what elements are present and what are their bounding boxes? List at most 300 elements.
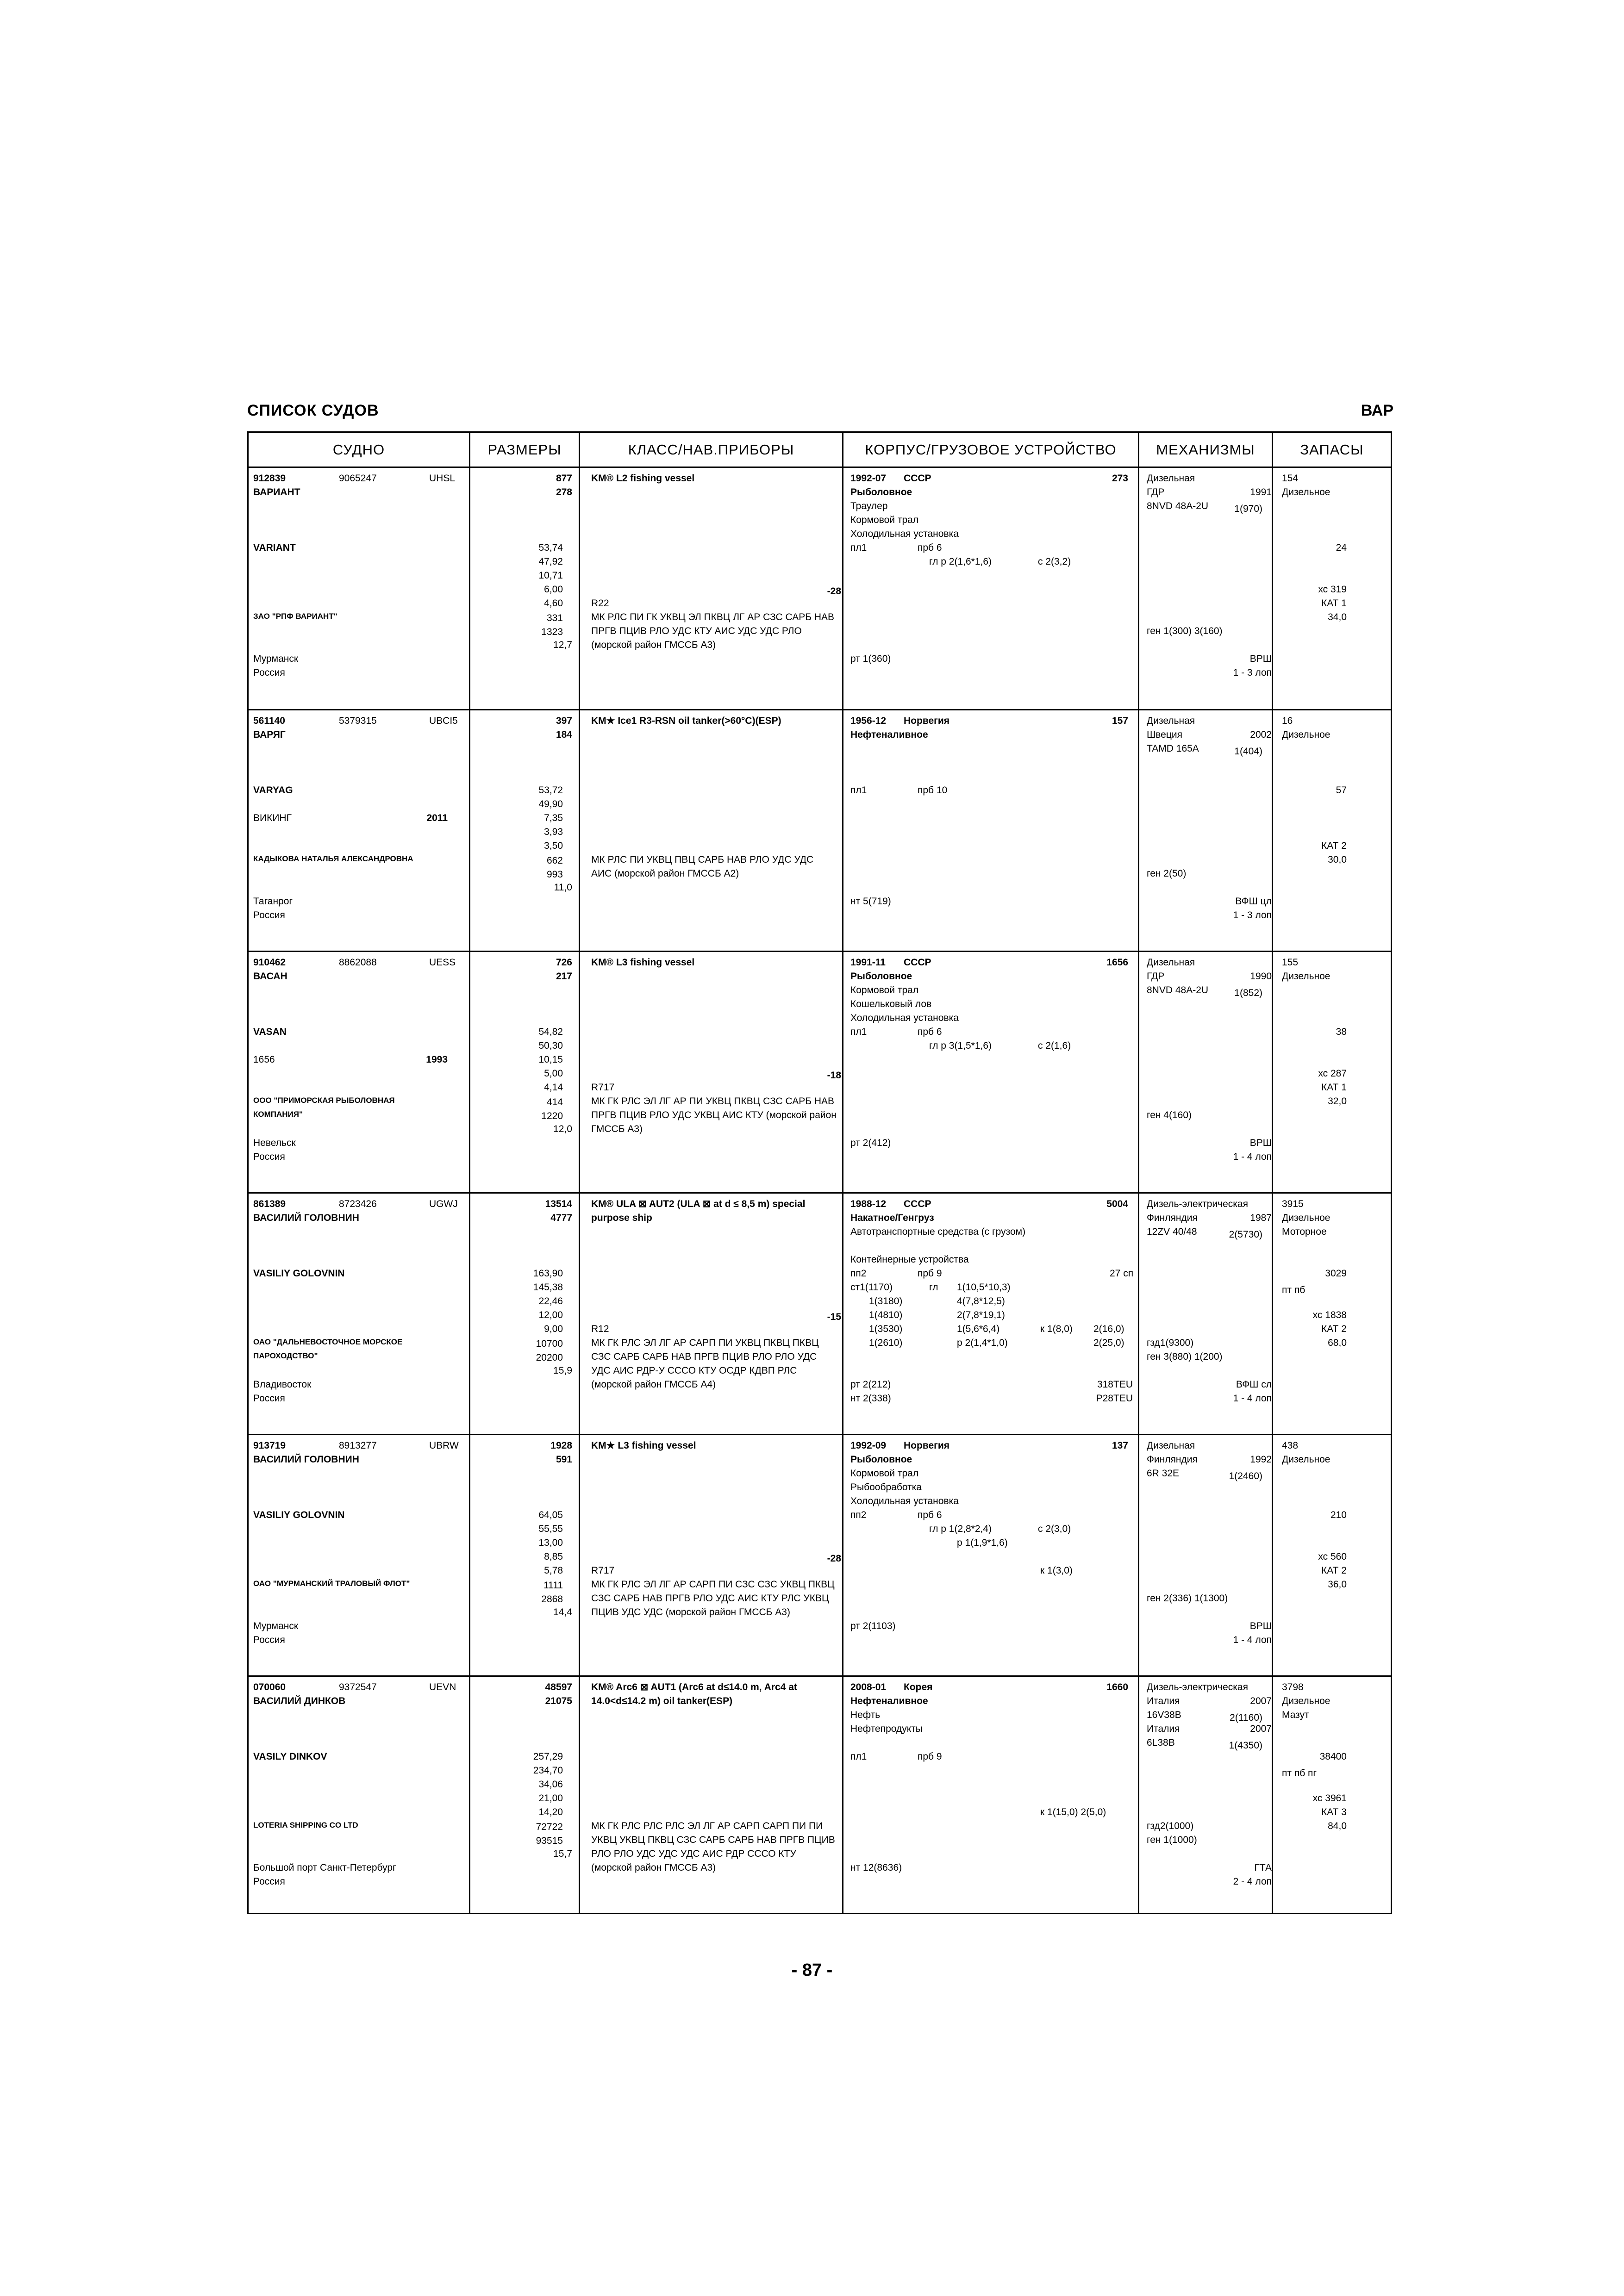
fuel-supply: 154 — [1282, 473, 1299, 484]
propeller: ВРШ — [1249, 653, 1272, 664]
cargo-gear: 1(4810) — [869, 1310, 903, 1320]
deadweight: 72722 — [536, 1822, 563, 1832]
hull-type: Нефтеналивное — [850, 729, 928, 740]
ship-name-en: VASILIY GOLOVNIN — [253, 1510, 345, 1520]
dimension-value: 234,70 — [533, 1765, 563, 1776]
hull-number: 137 — [1112, 1440, 1128, 1451]
category-value: 30,0 — [1328, 854, 1347, 865]
engine-type: Дизельная — [1147, 473, 1195, 484]
reserve-value: хс 3961 — [1312, 1793, 1347, 1804]
engine-model: 8NVD 48A-2U — [1147, 501, 1209, 511]
engine-country: Финляндия — [1147, 1454, 1198, 1465]
category: КАТ 1 — [1321, 598, 1347, 609]
engine-model: 16V38B — [1147, 1710, 1181, 1720]
build-date: 1992-07 — [850, 473, 887, 484]
build-country: Норвегия — [904, 716, 950, 726]
tank-capacity: нт 2(338) — [850, 1393, 891, 1404]
cargo-gear: гл — [929, 1282, 938, 1293]
tank-capacity: рт 2(212) — [850, 1379, 891, 1390]
flag-country: Россия — [253, 1393, 285, 1404]
dimension-value: 34,06 — [538, 1779, 563, 1790]
fuel-type: Дизельное — [1282, 971, 1330, 982]
register-code: R22 — [591, 598, 609, 609]
ship-list-table — [247, 431, 1392, 1914]
category-value: 84,0 — [1328, 1821, 1347, 1831]
generators: гзд2(1000) — [1147, 1821, 1194, 1831]
hull-type: Нефтепродукты — [850, 1724, 923, 1734]
cargo-gear: гл р 1(2,8*2,4) — [929, 1524, 992, 1534]
navigation-equipment: МК ГК РЛС ЭЛ ЛГ АР ПИ УКВЦ ПКВЦ СЗС САРБ НАВ ПРГВ ПЦИВ РЛО УДС УКВЦ АИС КТУ (морской район ГМССБ А3) — [591, 1096, 837, 1134]
column-header-class: КЛАСС/НАВ.ПРИБОРЫ — [628, 442, 794, 458]
column-divider — [1138, 468, 1139, 709]
displacement: 2868 — [541, 1594, 563, 1605]
column-divider — [842, 1435, 843, 1675]
category: КАТ 3 — [1321, 1807, 1347, 1817]
hull-type: Рыболовное — [850, 1454, 912, 1465]
former-name-year: 2011 — [426, 813, 448, 823]
imo-number: 5379315 — [339, 716, 377, 726]
call-sign: UHSL — [429, 473, 456, 484]
fuel-supply: 3798 — [1282, 1682, 1304, 1692]
holds: пл1 — [850, 1027, 867, 1037]
engine-country: Швеция — [1147, 729, 1182, 740]
reserve-value: хс 319 — [1318, 584, 1347, 595]
registry-number: 070060 — [253, 1682, 286, 1692]
column-header-machinery: МЕХАНИЗМЫ — [1156, 442, 1255, 458]
ship-name-en: VASAN — [253, 1027, 287, 1037]
hull-type: Кормовой трал — [850, 1468, 919, 1479]
hull-number: 157 — [1112, 716, 1128, 726]
cargo-gear: прб 9 — [918, 1751, 942, 1762]
tank-capacity: нт 12(8636) — [850, 1862, 902, 1873]
class-notation: KM® L3 fishing vessel — [591, 957, 695, 968]
column-divider — [1272, 710, 1273, 951]
speed: 12,0 — [553, 1124, 572, 1134]
propeller: ВРШ — [1249, 1621, 1272, 1631]
fuel-supply: 155 — [1282, 957, 1299, 968]
hull-number: 1660 — [1106, 1682, 1128, 1692]
column-divider — [579, 468, 580, 709]
fuel-supply: 16 — [1282, 716, 1293, 726]
table-header — [249, 433, 1391, 468]
cargo-gear: с 2(3,0) — [1038, 1524, 1071, 1534]
container-capacity: P28TEU — [1096, 1393, 1133, 1404]
engine-year: 1991 — [1250, 487, 1272, 498]
owner-name: КАДЫКОВА НАТАЛЬЯ АЛЕКСАНДРОВНА — [253, 854, 413, 863]
hull-type: Автотранспортные средства (с грузом) — [850, 1226, 1026, 1237]
generators: гзд1(9300) — [1147, 1338, 1194, 1348]
displacement: 93515 — [536, 1836, 563, 1846]
dimension-value: 9,00 — [544, 1324, 563, 1334]
ship-name-en: VASILIY GOLOVNIN — [253, 1268, 345, 1279]
engine-type: Дизельная — [1147, 1440, 1195, 1451]
engine-model: 8NVD 48A-2U — [1147, 985, 1209, 996]
water-supply: 57 — [1336, 785, 1347, 796]
water-supply: 24 — [1336, 542, 1347, 553]
holds: пл1 — [850, 785, 867, 796]
fuel-type: Дизельное — [1282, 729, 1330, 740]
category: КАТ 2 — [1321, 1324, 1347, 1334]
hull-type: Холодильная установка — [850, 1496, 959, 1506]
dimension-value: 4,60 — [544, 598, 563, 609]
registry-number: 913719 — [253, 1440, 286, 1451]
holds: пл1 — [850, 542, 867, 553]
cargo-gear: 1(5,6*6,4) — [957, 1324, 1000, 1334]
net-tonnage: 278 — [556, 487, 572, 498]
column-divider — [1272, 1435, 1273, 1675]
ice-temperature: -15 — [827, 1312, 841, 1322]
ship-name-ru: ВАРЯГ — [253, 729, 286, 740]
speed: 15,7 — [553, 1848, 572, 1859]
cargo-gear: 1(2610) — [869, 1338, 903, 1348]
build-country: Норвегия — [904, 1440, 950, 1451]
registry-number: 912839 — [253, 473, 286, 484]
crane-line: к 1(15,0) 2(5,0) — [1040, 1807, 1106, 1817]
build-date: 2008-01 — [850, 1682, 887, 1692]
hull-type: Контейнерные устройства — [850, 1254, 969, 1265]
class-notation: KM® L2 fishing vessel — [591, 473, 695, 484]
ship-name-en: VARYAG — [253, 785, 293, 796]
imo-number: 8862088 — [339, 957, 377, 968]
hull-number: 1656 — [1106, 957, 1128, 968]
fuel-type: Мазут — [1282, 1710, 1309, 1720]
category-value: 34,0 — [1328, 612, 1347, 622]
engine-power: 2(5730) — [1229, 1229, 1262, 1240]
engine-power: 1(4350) — [1229, 1740, 1262, 1751]
cargo-gear: 1(10,5*10,3) — [957, 1282, 1011, 1293]
call-sign: UBCI5 — [429, 716, 458, 726]
imo-number: 9065247 — [339, 473, 377, 484]
registry-number: 561140 — [253, 716, 285, 726]
deadweight: 1111 — [543, 1580, 563, 1591]
hull-type: Рыбообработка — [850, 1482, 922, 1493]
build-date: 1991-11 — [850, 957, 886, 968]
net-tonnage: 21075 — [545, 1696, 572, 1706]
dimension-value: 49,90 — [538, 799, 563, 809]
cargo-gear: 4(7,8*12,5) — [957, 1296, 1005, 1307]
dimension-value: 13,00 — [538, 1537, 563, 1548]
holds: пп2 — [850, 1510, 867, 1520]
fuel-supply: 438 — [1282, 1440, 1299, 1451]
register-code: R12 — [591, 1324, 609, 1334]
column-header-ship: СУДНО — [332, 442, 385, 458]
propeller: ГТА — [1254, 1862, 1272, 1873]
call-sign: UESS — [429, 957, 456, 968]
net-tonnage: 184 — [556, 729, 572, 740]
fuel-type: Дизельное — [1282, 487, 1330, 498]
engine-type: Дизельная — [1147, 957, 1195, 968]
column-divider — [1138, 710, 1139, 951]
register-code: R717 — [591, 1565, 615, 1576]
ship-record — [249, 1677, 1391, 1914]
hull-number: 5004 — [1106, 1199, 1128, 1209]
page-number: - 87 - — [791, 1960, 833, 1980]
category-value: 32,0 — [1328, 1096, 1347, 1107]
hull-type: Кошельковый лов — [850, 999, 932, 1009]
column-divider — [579, 710, 580, 951]
cargo-gear: 2(25,0) — [1093, 1338, 1124, 1348]
engine-power: 1(970) — [1234, 504, 1262, 514]
engine-country: Финляндия — [1147, 1213, 1198, 1223]
water-supply: 38 — [1336, 1027, 1347, 1037]
dimension-value: 8,85 — [544, 1551, 563, 1562]
imo-number: 8913277 — [339, 1440, 377, 1451]
gross-tonnage: 397 — [556, 716, 572, 726]
cargo-gear: 27 сп — [1110, 1268, 1134, 1279]
dimension-value: 22,46 — [538, 1296, 563, 1307]
column-divider — [842, 1194, 843, 1434]
home-port: Владивосток — [253, 1379, 312, 1390]
displacement: 1220 — [541, 1111, 563, 1121]
tank-capacity: рт 1(360) — [850, 653, 891, 664]
cargo-gear: с 2(1,6) — [1038, 1040, 1071, 1051]
class-notation: KM® ULA ⊠ AUT2 (ULA ⊠ at d ≤ 8,5 m) special purpose ship — [591, 1199, 806, 1223]
column-header-hull: КОРПУС/ГРУЗОВОЕ УСТРОЙСТВО — [865, 442, 1117, 458]
hull-type: Нефтеналивное — [850, 1696, 928, 1706]
engine-year: 1990 — [1250, 971, 1272, 982]
deadweight: 662 — [546, 855, 563, 866]
column-divider — [579, 1677, 580, 1914]
engine-power: 1(404) — [1234, 746, 1262, 757]
cargo-gear: 1(3530) — [869, 1324, 903, 1334]
column-divider — [1138, 1194, 1139, 1434]
reserve-value: хс 287 — [1318, 1068, 1347, 1079]
cargo-gear: р 2(1,4*1,0) — [957, 1338, 1008, 1348]
ship-record — [249, 952, 1391, 1194]
navigation-equipment: МК ГК РЛС РЛС РЛС ЭЛ ЛГ АР САРП САРП ПИ ПИ УКВЦ УКВЦ ПКВЦ СЗС САРБ САРБ НАВ ПРГВ ПЦИВ РЛО РЛО УДС УДС УДС АИС РДР СССО КТУ (морской район ГМССБ А3) — [591, 1821, 835, 1873]
propeller-blades: 1 - 3 лоп — [1233, 910, 1272, 921]
build-country: СССР — [904, 1199, 931, 1209]
flag-country: Россия — [253, 667, 285, 678]
crane-line: к 1(3,0) — [1040, 1565, 1073, 1576]
engine-country: Италия — [1147, 1724, 1180, 1734]
fuel-type: Дизельное — [1282, 1454, 1330, 1465]
column-header-dimensions: РАЗМЕРЫ — [487, 442, 562, 458]
owner-name: ООО "ПРИМОРСКАЯ РЫБОЛОВНАЯ КОМПАНИЯ" — [253, 1096, 395, 1119]
flag-country: Россия — [253, 910, 285, 921]
column-divider — [842, 952, 843, 1192]
column-divider — [1272, 1677, 1273, 1914]
engine-type: Дизельная — [1147, 716, 1195, 726]
flag-country: Россия — [253, 1151, 285, 1162]
flag-country: Россия — [253, 1635, 285, 1645]
gross-tonnage: 1928 — [550, 1440, 572, 1451]
class-notation: KM® Arc6 ⊠ AUT1 (Arc6 at d≤14.0 m, Arc4 at 14.0<d≤14.2 m) oil tanker(ESP) — [591, 1682, 797, 1706]
speed: 12,7 — [553, 640, 572, 650]
fuel-supply: 3915 — [1282, 1199, 1304, 1209]
propeller: ВФШ цл — [1235, 896, 1272, 907]
column-divider — [1272, 1194, 1273, 1434]
speed: 11,0 — [554, 882, 572, 893]
engine-power: 2(1160) — [1230, 1712, 1262, 1723]
engine-type: Дизель-электрическая — [1147, 1682, 1248, 1692]
owner-name: ОАО "ДАЛЬНЕВОСТОЧНОЕ МОРСКОЕ ПАРОХОДСТВО" — [253, 1338, 403, 1360]
gross-tonnage: 48597 — [545, 1682, 572, 1692]
cargo-gear: прб 10 — [918, 785, 948, 796]
column-divider — [842, 710, 843, 951]
category: КАТ 1 — [1321, 1082, 1347, 1093]
hull-type: Кормовой трал — [850, 515, 919, 525]
displacement: 20200 — [536, 1352, 563, 1363]
fuel-type: Дизельное — [1282, 1696, 1330, 1706]
hull-type: Холодильная установка — [850, 529, 959, 539]
class-notation: KM★ Ice1 R3-RSN oil tanker(>60°C)(ESP) — [591, 716, 781, 726]
dimension-value: 10,15 — [538, 1054, 563, 1065]
holds: пл1 — [850, 1751, 867, 1762]
engine-year: 1987 — [1250, 1213, 1272, 1223]
dimension-value: 145,38 — [533, 1282, 563, 1293]
home-port: Мурманск — [253, 653, 299, 664]
column-divider — [579, 1194, 580, 1434]
home-port: Мурманск — [253, 1621, 299, 1631]
dimension-value: 10,71 — [538, 570, 563, 581]
hull-type: Траулер — [850, 501, 888, 511]
dimension-value: 12,00 — [538, 1310, 563, 1320]
registry-number: 910462 — [253, 957, 286, 968]
dimension-value: 6,00 — [544, 584, 563, 595]
dimension-value: 4,14 — [544, 1082, 563, 1093]
engine-country: Италия — [1147, 1696, 1180, 1706]
hull-type: Кормовой трал — [850, 985, 919, 996]
fuel-type: Дизельное — [1282, 1213, 1330, 1223]
propeller-blades: 1 - 3 лоп — [1233, 667, 1272, 678]
container-capacity: 318TEU — [1097, 1379, 1133, 1390]
deadweight: 414 — [546, 1097, 563, 1108]
cargo-gear: гл р 3(1,5*1,6) — [929, 1040, 992, 1051]
engine-year: 2007 — [1250, 1724, 1272, 1734]
engine-year: 2002 — [1250, 729, 1272, 740]
imo-number: 9372547 — [339, 1682, 377, 1692]
category: КАТ 2 — [1321, 840, 1347, 851]
propeller: ВРШ — [1249, 1138, 1272, 1148]
engine-model: 6L38B — [1147, 1737, 1175, 1748]
home-port: Таганрог — [253, 896, 293, 907]
build-country: Корея — [904, 1682, 933, 1692]
water-supply: 210 — [1330, 1510, 1347, 1520]
dimension-value: 3,93 — [544, 827, 563, 837]
build-date: 1988-12 — [850, 1199, 887, 1209]
build-date: 1992-09 — [850, 1440, 887, 1451]
ship-name-ru: ВАСАН — [253, 971, 287, 982]
cargo-gear: 1(3180) — [869, 1296, 903, 1307]
build-country: СССР — [904, 473, 931, 484]
dimension-value: 55,55 — [538, 1524, 563, 1534]
hull-type: Рыболовное — [850, 487, 912, 498]
generators: ген 1(300) 3(160) — [1147, 626, 1223, 636]
engine-year: 1992 — [1250, 1454, 1272, 1465]
engine-country: ГДР — [1147, 487, 1165, 498]
dimension-value: 54,82 — [538, 1027, 563, 1037]
propeller-blades: 2 - 4 лоп — [1233, 1876, 1272, 1887]
water-supply: 38400 — [1319, 1751, 1347, 1762]
generators: ген 4(160) — [1147, 1110, 1192, 1120]
category-value: 36,0 — [1328, 1579, 1347, 1590]
net-tonnage: 217 — [556, 971, 572, 982]
fuel-type: Моторное — [1282, 1226, 1327, 1237]
cargo-gear: ст1(1170) — [850, 1282, 893, 1293]
reserve-value: хс 560 — [1318, 1551, 1347, 1562]
dimension-value: 50,30 — [538, 1040, 563, 1051]
column-divider — [1138, 1435, 1139, 1675]
engine-model: 6R 32E — [1147, 1468, 1180, 1479]
former-name: ВИКИНГ — [253, 813, 292, 823]
generators: ген 1(1000) — [1147, 1835, 1197, 1845]
dimension-value: 5,78 — [544, 1565, 563, 1576]
cargo-gear: прб 9 — [918, 1268, 942, 1279]
ship-name-en: VARIANT — [253, 542, 296, 553]
ship-record — [249, 1194, 1391, 1435]
other-supply: пт пб — [1282, 1285, 1305, 1295]
dimension-value: 53,74 — [538, 542, 563, 553]
ice-temperature: -28 — [827, 1553, 841, 1564]
cargo-gear: прб 6 — [918, 1027, 942, 1037]
dimension-value: 257,29 — [533, 1751, 563, 1762]
build-country: СССР — [904, 957, 931, 968]
cargo-gear: 2(7,8*19,1) — [957, 1310, 1005, 1320]
dimension-value: 3,50 — [544, 840, 563, 851]
reserve-value: хс 1838 — [1312, 1310, 1347, 1320]
cargo-gear: с 2(3,2) — [1038, 556, 1071, 567]
hull-type: Накатное/Генгруз — [850, 1213, 934, 1223]
tank-capacity: рт 2(1103) — [850, 1621, 896, 1631]
call-sign: UBRW — [429, 1440, 459, 1451]
generators: ген 3(880) 1(200) — [1147, 1351, 1223, 1362]
dimension-value: 47,92 — [538, 556, 563, 567]
column-divider — [1138, 1677, 1139, 1914]
dimension-value: 7,35 — [544, 813, 563, 823]
ship-name-ru: ВАСИЛИЙ ДИНКОВ — [253, 1696, 346, 1706]
cargo-gear: р 1(1,9*1,6) — [957, 1537, 1008, 1548]
water-supply: 3029 — [1325, 1268, 1347, 1279]
navigation-equipment: МК РЛС ПИ ГК УКВЦ ЭЛ ПКВЦ ЛГ АР СЗС САРБ НАВ ПРГВ ПЦИВ РЛО УДС КТУ АИС УДС УДС РЛО (морской район ГМССБ А3) — [591, 612, 835, 650]
hull-type: Холодильная установка — [850, 1013, 959, 1023]
dimension-value: 14,20 — [538, 1807, 563, 1817]
call-sign: UGWJ — [429, 1199, 458, 1209]
column-divider — [1272, 468, 1273, 709]
propeller-blades: 1 - 4 лоп — [1233, 1635, 1272, 1645]
flag-country: Россия — [253, 1876, 285, 1887]
former-name: 1656 — [253, 1054, 275, 1065]
cargo-gear: к 1(8,0) — [1040, 1324, 1073, 1334]
engine-model: TAMD 165A — [1147, 743, 1199, 754]
engine-type: Дизель-электрическая — [1147, 1199, 1248, 1209]
register-code: R717 — [591, 1082, 615, 1093]
hull-type: Рыболовное — [850, 971, 912, 982]
hull-type: Нефть — [850, 1710, 881, 1720]
engine-year: 2007 — [1250, 1696, 1272, 1706]
dimension-value: 21,00 — [538, 1793, 563, 1804]
gross-tonnage: 877 — [556, 473, 572, 484]
home-port: Невельск — [253, 1138, 296, 1148]
owner-name: LOTERIA SHIPPING CO LTD — [253, 1821, 358, 1829]
category-value: 68,0 — [1328, 1338, 1347, 1348]
ship-record — [249, 710, 1391, 952]
holds: пп2 — [850, 1268, 867, 1279]
ship-name-ru: ВАСИЛИЙ ГОЛОВНИН — [253, 1213, 359, 1223]
navigation-equipment: МК ГК РЛС ЭЛ ЛГ АР САРП ПИ УКВЦ ПКВЦ ПКВЦ СЗС САРБ САРБ НАВ ПРГВ ПЦИВ РЛО РЛО УДС УДС АИС РДР-У СССО КТУ ОСДР КДВП РЛС (морской район ГМССБ А4) — [591, 1338, 819, 1390]
former-name-year: 1993 — [426, 1054, 448, 1065]
gross-tonnage: 726 — [556, 957, 572, 968]
gross-tonnage: 13514 — [545, 1199, 572, 1209]
deadweight: 331 — [546, 613, 563, 623]
column-divider — [1138, 952, 1139, 1192]
generators: ген 2(50) — [1147, 868, 1187, 879]
propeller-blades: 1 - 4 лоп — [1233, 1393, 1272, 1404]
registry-number: 861389 — [253, 1199, 286, 1209]
column-divider — [1272, 952, 1273, 1192]
category: КАТ 2 — [1321, 1565, 1347, 1576]
home-port: Большой порт Санкт-Петербург — [253, 1862, 396, 1873]
